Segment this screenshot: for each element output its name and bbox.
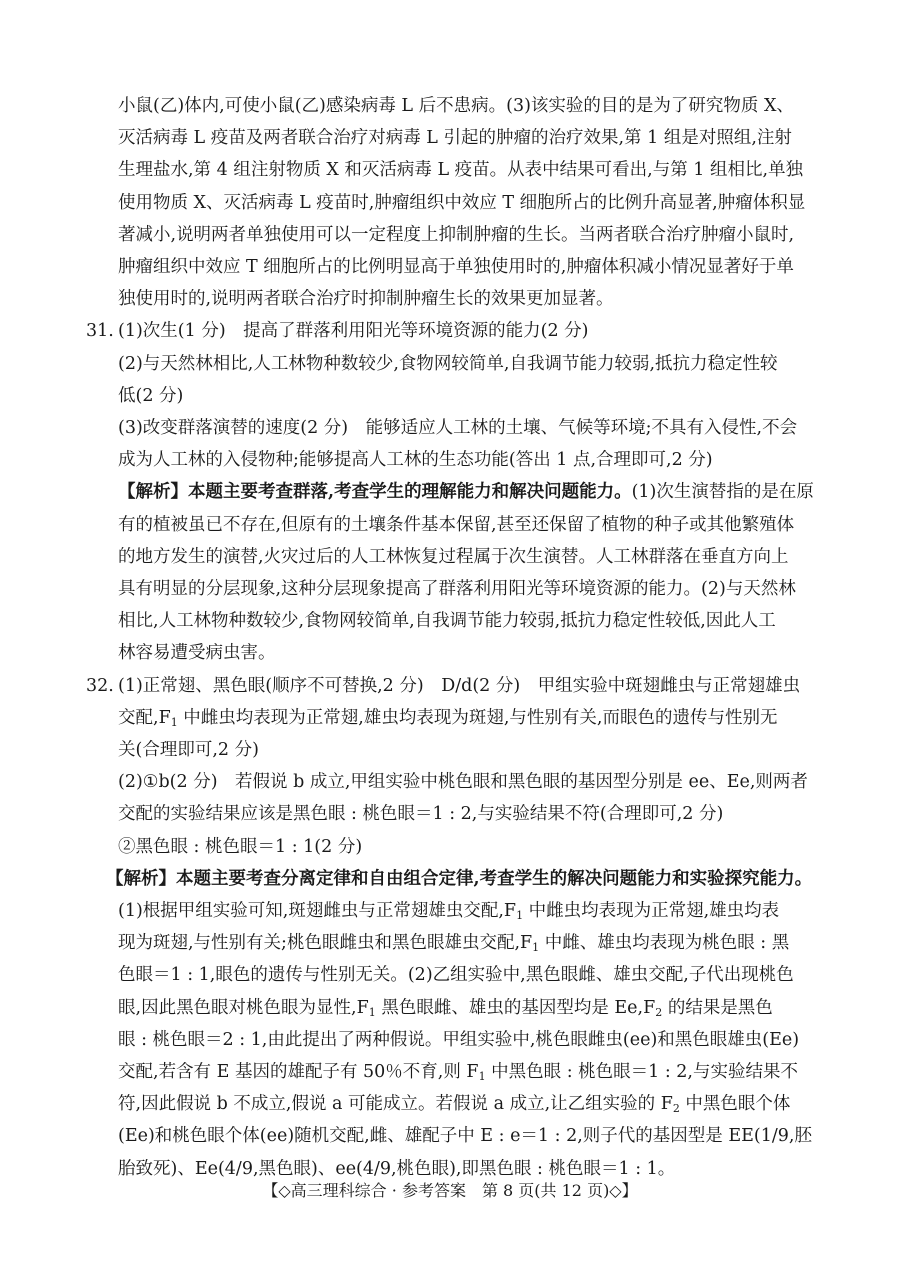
analysis-line: 色眼＝1 : 1,眼色的遗传与性别无关。(2)乙组实验中,黑色眼雌、雄虫交配,子代出现桃色 — [118, 965, 794, 986]
analysis-line — [118, 1125, 812, 1147]
answer-line: (1)次生(1 分) 提高了群落利用阳光等环境资源的能力(2 分) — [118, 321, 589, 342]
answer-line — [118, 707, 800, 729]
answer-line: ②黑色眼 : 桃色眼＝1 : 1(2 分) — [118, 836, 363, 857]
text-line: 生理盐水,第 4 组注射物质 X 和灭活病毒 L 疫苗。从表中结果可看出,与第 1 组相比,单独 — [118, 160, 804, 181]
text-span: 交配,若含有 E 基因的雄配子有 50％不育,则 F — [118, 1062, 479, 1082]
answer-line: 交配的实验结果应该是黑色眼 : 桃色眼＝1 : 2,与实验结果不符(合理即可,2 分) — [118, 804, 724, 825]
question-number: 32. — [86, 675, 114, 696]
analysis-heading: 【解析】本题主要考查群落,考查学生的理解能力和解决问题能力。 — [118, 482, 632, 503]
analysis-line — [118, 997, 800, 1019]
analysis-line — [118, 900, 800, 922]
analysis-line: 相比,人工林物种数较少,食物网较简单,自我调节能力较弱,抵抗力稳定性较低,因此人工 — [118, 611, 776, 632]
analysis-line — [118, 481, 814, 503]
text-span: 黑色眼雌、雄虫的基因型均是 Ee,F — [375, 997, 656, 1018]
analysis-line: 林容易遭受病虫害。 — [118, 643, 276, 664]
subscript: 1 — [478, 1070, 486, 1083]
text-span: 中雌、雄虫均表现为桃色眼 : 黑 — [539, 933, 790, 954]
text-span: 眼,因此黑色眼对桃色眼为显性,F — [118, 997, 369, 1018]
text-line: 使用物质 X、灭活病毒 L 疫苗时,肿瘤组织中效应 T 细胞所占的比例升高显著,肿瘤体积显 — [118, 192, 806, 213]
answer-line: 低(2 分) — [118, 385, 184, 406]
analysis-line — [118, 1158, 800, 1180]
analysis-line — [118, 1093, 800, 1115]
text-span: 符,因此假说 b 不成立,假说 a 可能成立。若假说 a 成立,让乙组实验的 F — [118, 1094, 673, 1115]
text-span: (1)根据甲组实验可知,斑翅雌虫与正常翅雄虫交配,F — [118, 901, 517, 921]
analysis-line: 的地方发生的演替,火灾过后的人工林恢复过程属于次生演替。人工林群落在垂直方向上 — [118, 546, 789, 567]
analysis-line — [118, 1061, 800, 1083]
analysis-line — [118, 932, 800, 954]
text-span: 中雌虫均表现为正常翅,雄虫均表现为斑翅,与性别有关,而眼色的遗传与性别无 — [177, 707, 778, 728]
analysis-line: 有的植被虽已不存在,但原有的土壤条件基本保留,甚至还保留了植物的种子或其他繁殖体 — [118, 514, 795, 535]
subscript: 2 — [655, 1005, 663, 1019]
answer-line: (1)正常翅、黑色眼(顺序不可替换,2 分) D/d(2 分) 甲组实验中斑翅雌虫与正常翅雄虫 — [118, 675, 801, 696]
text-span: 现为斑翅,与性别有关;桃色眼雌虫和黑色眼雄虫交配,F — [118, 933, 533, 954]
subscript: 2 — [672, 1102, 680, 1116]
text-span: 中黑色眼 : 桃色眼＝1 : 2,与实验结果不 — [485, 1062, 798, 1082]
text-line: 独使用时的,说明两者联合治疗时抑制肿瘤生长的效果更加显著。 — [118, 289, 614, 310]
subscript: 1 — [532, 941, 540, 955]
analysis-heading: 【解析】本题主要考查分离定律和自由组合定律,考查学生的解决问题能力和实验探究能力。 — [106, 868, 813, 889]
text-span: 交配,F — [118, 707, 171, 728]
subscript: 1 — [170, 715, 178, 729]
text-span: 中雌虫均表现为正常翅,雄虫均表 — [523, 901, 780, 921]
text-span: 的结果是黑色 — [662, 997, 773, 1018]
text-span: 胎致死)、Ee(4/9,黑色眼)、ee(4/9,桃色眼),即黑色眼 : 桃色眼＝1 : 1。 — [118, 1158, 676, 1179]
text-line: 著减小,说明两者单独使用可以一定程度上抑制肿瘤的生长。当两者联合治疗肿瘤小鼠时, — [118, 224, 795, 245]
analysis-text: (1)次生演替指的是在原 — [631, 482, 814, 503]
answer-line: 关(合理即可,2 分) — [118, 740, 259, 760]
text-span: 中黑色眼个体 — [679, 1094, 791, 1115]
text-span: (Ee)和桃色眼个体(ee)随机交配,雌、雄配子中 E : e＝1 : 2,则子代的基因型是 EE(1/9,胚 — [118, 1126, 812, 1147]
answer-line: (2)①b(2 分) 若假说 b 成立,甲组实验中桃色眼和黑色眼的基因型分别是 ee、Ee,则两者 — [118, 772, 808, 793]
text-line: 灭活病毒 L 疫苗及两者联合治疗对病毒 L 引起的肿瘤的治疗效果,第 1 组是对照组,注射 — [118, 128, 792, 149]
question-number: 31. — [86, 321, 114, 342]
analysis-line: 眼 : 桃色眼＝2 : 1,由此提出了两种假说。甲组实验中,桃色眼雌虫(ee)和黑色眼雄虫(Ee) — [118, 1029, 800, 1050]
text-line: 肿瘤组织中效应 T 细胞所占的比例明显高于单独使用时的,肿瘤体积减小情况显著好于单 — [118, 257, 794, 277]
text-line: 小鼠(乙)体内,可使小鼠(乙)感染病毒 L 后不患病。(3)该实验的目的是为了研究物质 X、 — [118, 96, 794, 116]
page-footer: 【◇高三理科综合 · 参考答案 第 8 页(共 12 页)◇】 — [262, 1181, 638, 1200]
answer-line: 成为人工林的入侵物种;能够提高人工林的生态功能(答出 1 点,合理即可,2 分) — [118, 450, 713, 471]
subscript: 1 — [368, 1005, 376, 1019]
analysis-line: 具有明显的分层现象,这种分层现象提高了群落利用阳光等环境资源的能力。(2)与天然林 — [118, 579, 796, 599]
subscript: 1 — [516, 909, 524, 922]
answer-line: (2)与天然林相比,人工林物种数较少,食物网较简单,自我调节能力较弱,抵抗力稳定性较 — [118, 353, 778, 374]
answer-line: (3)改变群落演替的速度(2 分) 能够适应人工林的土壤、气候等环境;不具有入侵性,不会 — [118, 418, 798, 438]
